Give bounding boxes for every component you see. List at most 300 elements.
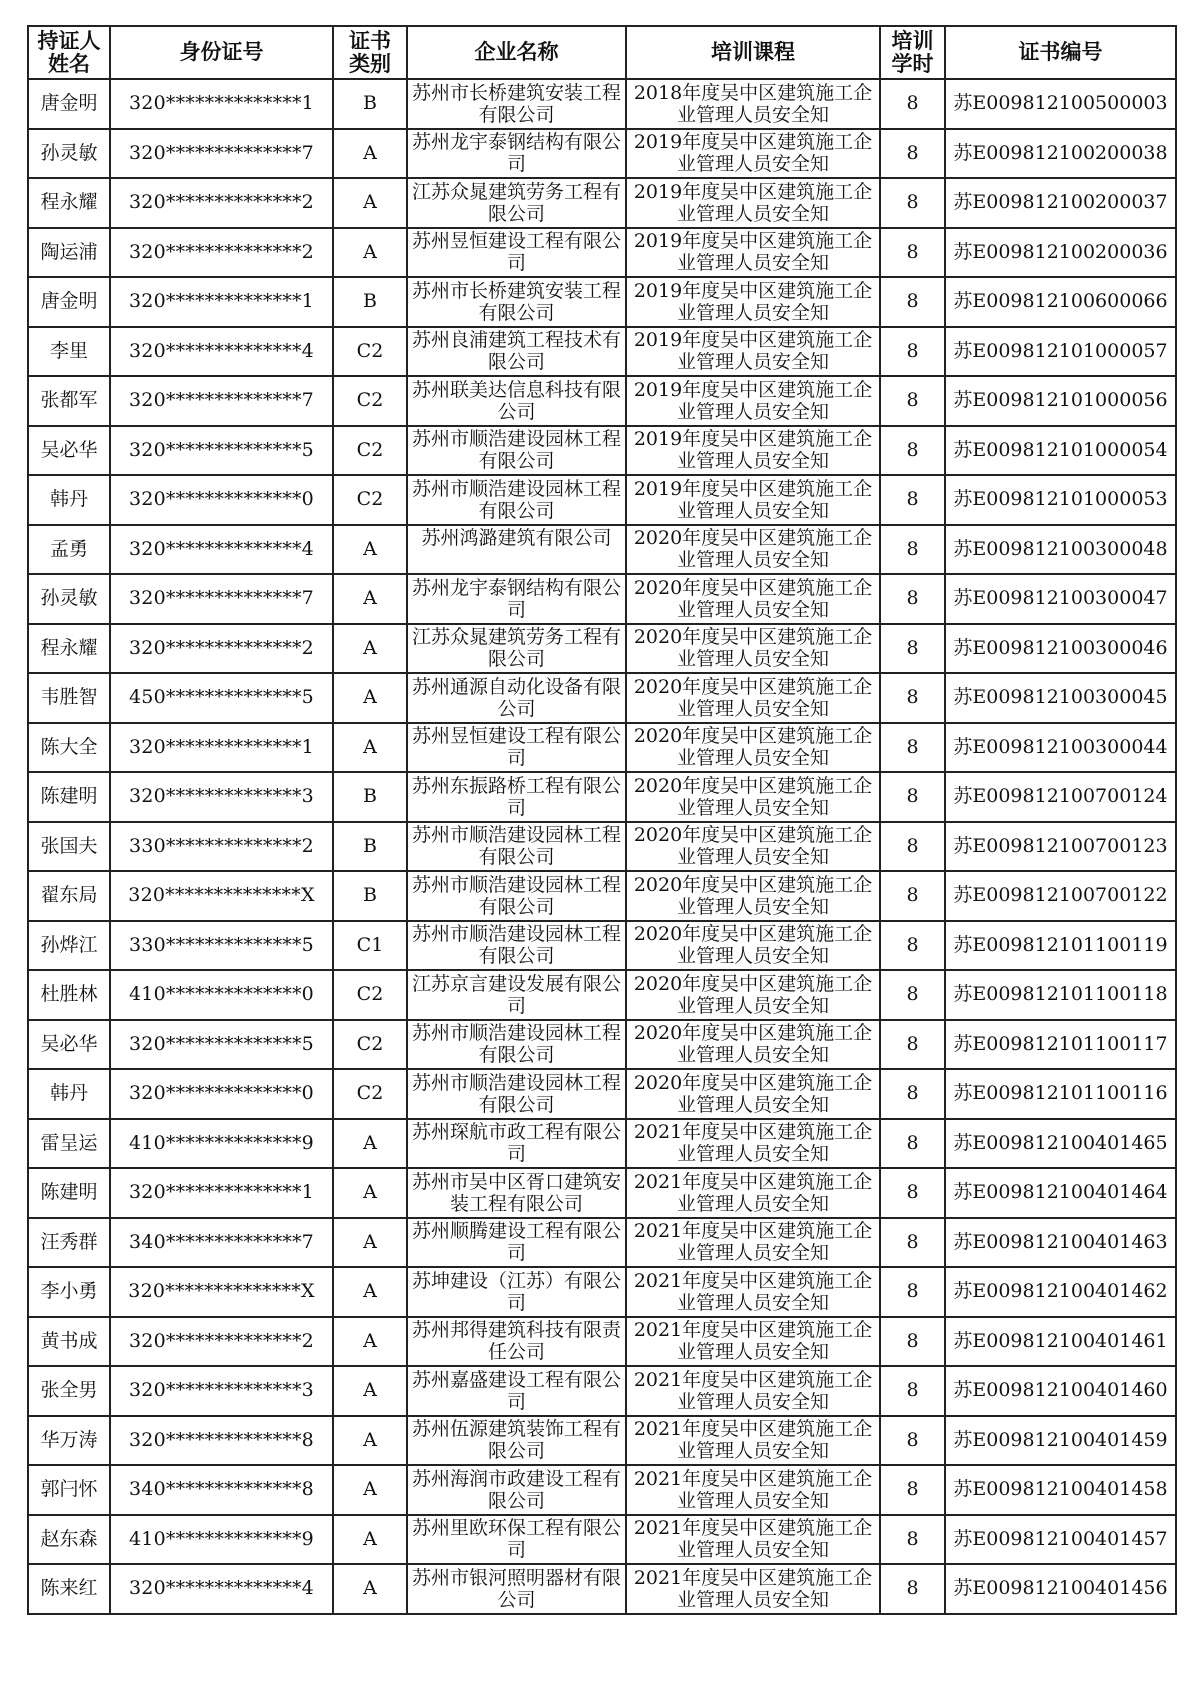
holder-name-cell: 陈建明	[28, 1168, 110, 1218]
course-cell-text: 2021年度吴中区建筑施工企业管理人员安全知	[633, 1220, 873, 1265]
hours-cell: 8	[880, 1168, 945, 1218]
holder-name-cell: 孙烨江	[28, 921, 110, 971]
hours-cell: 8	[880, 624, 945, 674]
table-row	[28, 228, 1176, 278]
course-cell-text: 2021年度吴中区建筑施工企业管理人员安全知	[633, 1566, 873, 1611]
company-cell-text: 苏州市顺浩建设园林工程有限公司	[411, 428, 621, 473]
cert-type-cell: A	[333, 1267, 407, 1317]
holder-name-cell: 赵东森	[28, 1515, 110, 1565]
holder-name-cell: 程永耀	[28, 178, 110, 228]
holder-name-cell: 唐金明	[28, 277, 110, 327]
course-cell	[626, 1069, 880, 1119]
company-cell	[407, 277, 626, 327]
course-cell	[626, 1366, 880, 1416]
hours-cell: 8	[880, 723, 945, 773]
company-cell	[407, 822, 626, 872]
company-cell-text: 苏州东振路桥工程有限公司	[411, 774, 621, 819]
cert-type-cell: A	[333, 1515, 407, 1565]
holder-name-cell: 陈大全	[28, 723, 110, 773]
id-number-cell: 320**************3	[110, 772, 333, 822]
cert-type-cell: A	[333, 574, 407, 624]
course-cell	[626, 1515, 880, 1565]
hours-cell: 8	[880, 426, 945, 476]
cert-number-cell: 苏E009812100401465	[945, 1119, 1176, 1169]
cert-number-cell: 苏E009812100300044	[945, 723, 1176, 773]
course-cell-text: 2019年度吴中区建筑施工企业管理人员安全知	[633, 477, 873, 522]
cert-type-cell: A	[333, 624, 407, 674]
id-number-cell: 320**************4	[110, 327, 333, 377]
company-cell-text: 苏州市长桥建筑安装工程有限公司	[411, 81, 621, 126]
hours-cell: 8	[880, 1465, 945, 1515]
company-cell	[407, 228, 626, 278]
holder-name-cell: 杜胜林	[28, 970, 110, 1020]
table-row	[28, 376, 1176, 426]
cert-number-cell: 苏E009812100200037	[945, 178, 1176, 228]
company-cell-text: 苏州昱恒建设工程有限公司	[411, 725, 621, 770]
company-cell	[407, 327, 626, 377]
company-cell-text: 苏州海润市政建设工程有限公司	[411, 1467, 621, 1512]
id-number-cell: 320**************X	[110, 871, 333, 921]
header-name: 持证人 姓名	[28, 26, 110, 79]
cert-number-cell: 苏E009812100401463	[945, 1218, 1176, 1268]
course-cell-text: 2019年度吴中区建筑施工企业管理人员安全知	[633, 180, 873, 225]
company-cell	[407, 871, 626, 921]
course-cell	[626, 1317, 880, 1367]
course-cell	[626, 1465, 880, 1515]
company-cell	[407, 1317, 626, 1367]
company-cell	[407, 970, 626, 1020]
hours-cell: 8	[880, 1416, 945, 1466]
course-cell-text: 2018年度吴中区建筑施工企业管理人员安全知	[633, 81, 873, 126]
id-number-cell: 320**************2	[110, 1317, 333, 1367]
company-cell	[407, 129, 626, 179]
cert-type-cell: C2	[333, 1069, 407, 1119]
course-cell-text: 2019年度吴中区建筑施工企业管理人员安全知	[633, 428, 873, 473]
cert-type-cell: A	[333, 1366, 407, 1416]
course-cell-text: 2021年度吴中区建筑施工企业管理人员安全知	[633, 1517, 873, 1562]
hours-cell: 8	[880, 376, 945, 426]
cert-number-cell: 苏E009812100200036	[945, 228, 1176, 278]
id-number-cell: 320**************0	[110, 475, 333, 525]
hours-cell: 8	[880, 1119, 945, 1169]
cert-type-cell: C2	[333, 376, 407, 426]
course-cell	[626, 277, 880, 327]
table-row	[28, 1317, 1176, 1367]
company-cell-text: 苏州顺腾建设工程有限公司	[411, 1220, 621, 1265]
holder-name-cell: 黄书成	[28, 1317, 110, 1367]
company-cell	[407, 1366, 626, 1416]
hours-cell: 8	[880, 574, 945, 624]
company-cell-text: 苏州市吴中区胥口建筑安装工程有限公司	[411, 1170, 621, 1215]
holder-name-cell: 陶运浦	[28, 228, 110, 278]
company-cell	[407, 1218, 626, 1268]
hours-cell: 8	[880, 1267, 945, 1317]
company-cell	[407, 1515, 626, 1565]
company-cell-text: 苏州市顺浩建设园林工程有限公司	[411, 1022, 621, 1067]
hours-cell: 8	[880, 178, 945, 228]
cert-type-cell: A	[333, 1218, 407, 1268]
cert-number-cell: 苏E009812100401457	[945, 1515, 1176, 1565]
cert-type-cell: A	[333, 1168, 407, 1218]
company-cell	[407, 1020, 626, 1070]
course-cell	[626, 673, 880, 723]
cert-type-cell: C2	[333, 475, 407, 525]
id-number-cell: 320**************2	[110, 624, 333, 674]
cert-type-cell: A	[333, 1119, 407, 1169]
cert-type-cell: A	[333, 723, 407, 773]
cert-number-cell: 苏E009812100300046	[945, 624, 1176, 674]
hours-cell: 8	[880, 871, 945, 921]
cert-number-cell: 苏E009812100401462	[945, 1267, 1176, 1317]
id-number-cell: 320**************4	[110, 1564, 333, 1614]
holder-name-cell: 张都军	[28, 376, 110, 426]
hours-cell: 8	[880, 228, 945, 278]
company-cell	[407, 1168, 626, 1218]
hours-cell: 8	[880, 79, 945, 129]
company-cell	[407, 1465, 626, 1515]
cert-type-cell: A	[333, 228, 407, 278]
hours-cell: 8	[880, 1515, 945, 1565]
company-cell	[407, 1564, 626, 1614]
table-row	[28, 178, 1176, 228]
company-cell	[407, 1416, 626, 1466]
id-number-cell: 340**************7	[110, 1218, 333, 1268]
cert-number-cell: 苏E009812101000056	[945, 376, 1176, 426]
holder-name-cell: 雷呈运	[28, 1119, 110, 1169]
id-number-cell: 320**************5	[110, 1020, 333, 1070]
course-cell-text: 2020年度吴中区建筑施工企业管理人员安全知	[633, 972, 873, 1017]
hours-cell: 8	[880, 673, 945, 723]
holder-name-cell: 吴必华	[28, 1020, 110, 1070]
header-cert-no: 证书编号	[945, 26, 1176, 79]
table-row	[28, 1515, 1176, 1565]
company-cell-text: 苏州里欧环保工程有限公司	[411, 1517, 621, 1562]
id-number-cell: 320**************X	[110, 1267, 333, 1317]
table-row	[28, 1218, 1176, 1268]
holder-name-cell: 唐金明	[28, 79, 110, 129]
hours-cell: 8	[880, 1564, 945, 1614]
id-number-cell: 410**************0	[110, 970, 333, 1020]
certificate-table	[27, 25, 1177, 1615]
hours-cell: 8	[880, 327, 945, 377]
course-cell	[626, 723, 880, 773]
company-cell-text: 苏州市长桥建筑安装工程有限公司	[411, 279, 621, 324]
id-number-cell: 320**************0	[110, 1069, 333, 1119]
company-cell-text: 苏州琛航市政工程有限公司	[411, 1121, 621, 1166]
table-row	[28, 822, 1176, 872]
course-cell	[626, 624, 880, 674]
header-course: 培训课程	[626, 26, 880, 79]
course-cell-text: 2020年度吴中区建筑施工企业管理人员安全知	[633, 626, 873, 671]
hours-cell: 8	[880, 129, 945, 179]
table-body	[28, 79, 1176, 1614]
company-cell-text: 苏州伍源建筑装饰工程有限公司	[411, 1418, 621, 1463]
cert-number-cell: 苏E009812100401461	[945, 1317, 1176, 1367]
course-cell	[626, 1564, 880, 1614]
course-cell-text: 2021年度吴中区建筑施工企业管理人员安全知	[633, 1121, 873, 1166]
cert-number-cell: 苏E009812101100118	[945, 970, 1176, 1020]
cert-type-cell: A	[333, 1465, 407, 1515]
cert-number-cell: 苏E009812100401460	[945, 1366, 1176, 1416]
table-row	[28, 574, 1176, 624]
cert-type-cell: C2	[333, 426, 407, 476]
cert-number-cell: 苏E009812101000053	[945, 475, 1176, 525]
holder-name-cell: 陈建明	[28, 772, 110, 822]
cert-type-cell: A	[333, 1317, 407, 1367]
course-cell	[626, 475, 880, 525]
company-cell-text: 苏州市顺浩建设园林工程有限公司	[411, 873, 621, 918]
cert-type-cell: B	[333, 871, 407, 921]
company-cell-text: 苏州邦得建筑科技有限责任公司	[411, 1319, 621, 1364]
holder-name-cell: 李小勇	[28, 1267, 110, 1317]
cert-type-cell: B	[333, 822, 407, 872]
course-cell-text: 2019年度吴中区建筑施工企业管理人员安全知	[633, 131, 873, 176]
cert-number-cell: 苏E009812100300048	[945, 525, 1176, 575]
company-cell-text: 苏州市银河照明器材有限公司	[411, 1566, 621, 1611]
table-row	[28, 624, 1176, 674]
course-cell	[626, 772, 880, 822]
table-row	[28, 970, 1176, 1020]
id-number-cell: 320**************5	[110, 426, 333, 476]
company-cell-text: 苏州龙宇泰钢结构有限公司	[411, 576, 621, 621]
table-row	[28, 277, 1176, 327]
cert-type-cell: B	[333, 277, 407, 327]
company-cell-text: 苏坤建设（江苏）有限公司	[411, 1269, 621, 1314]
cert-number-cell: 苏E009812101100119	[945, 921, 1176, 971]
company-cell	[407, 426, 626, 476]
company-cell-text: 苏州良浦建筑工程技术有限公司	[411, 329, 621, 374]
table-row	[28, 525, 1176, 575]
company-cell	[407, 673, 626, 723]
holder-name-cell: 孙灵敏	[28, 129, 110, 179]
company-cell	[407, 79, 626, 129]
course-cell-text: 2020年度吴中区建筑施工企业管理人员安全知	[633, 576, 873, 621]
course-cell	[626, 525, 880, 575]
cert-number-cell: 苏E009812100401458	[945, 1465, 1176, 1515]
table-row	[28, 921, 1176, 971]
course-cell	[626, 1119, 880, 1169]
company-cell-text: 苏州市顺浩建设园林工程有限公司	[411, 1071, 621, 1116]
hours-cell: 8	[880, 277, 945, 327]
hours-cell: 8	[880, 475, 945, 525]
id-number-cell: 320**************7	[110, 376, 333, 426]
cert-type-cell: C2	[333, 1020, 407, 1070]
id-number-cell: 410**************9	[110, 1515, 333, 1565]
cert-type-cell: A	[333, 1416, 407, 1466]
table-row	[28, 1267, 1176, 1317]
cert-type-cell: C1	[333, 921, 407, 971]
cert-number-cell: 苏E009812100200038	[945, 129, 1176, 179]
cert-number-cell: 苏E009812100401459	[945, 1416, 1176, 1466]
company-cell-text: 苏州嘉盛建设工程有限公司	[411, 1368, 621, 1413]
holder-name-cell: 张全男	[28, 1366, 110, 1416]
header-hours: 培训 学时	[880, 26, 945, 79]
company-cell	[407, 178, 626, 228]
course-cell	[626, 921, 880, 971]
table-row	[28, 1465, 1176, 1515]
course-cell-text: 2020年度吴中区建筑施工企业管理人员安全知	[633, 1022, 873, 1067]
course-cell-text: 2021年度吴中区建筑施工企业管理人员安全知	[633, 1269, 873, 1314]
company-cell	[407, 1267, 626, 1317]
hours-cell: 8	[880, 1317, 945, 1367]
hours-cell: 8	[880, 1020, 945, 1070]
table-row	[28, 1119, 1176, 1169]
course-cell-text: 2021年度吴中区建筑施工企业管理人员安全知	[633, 1319, 873, 1364]
course-cell	[626, 228, 880, 278]
company-cell	[407, 376, 626, 426]
company-cell	[407, 475, 626, 525]
company-cell	[407, 624, 626, 674]
id-number-cell: 320**************2	[110, 228, 333, 278]
holder-name-cell: 郭闩怀	[28, 1465, 110, 1515]
holder-name-cell: 李里	[28, 327, 110, 377]
cert-number-cell: 苏E009812101000054	[945, 426, 1176, 476]
company-cell	[407, 1119, 626, 1169]
company-cell	[407, 921, 626, 971]
course-cell	[626, 1416, 880, 1466]
id-number-cell: 320**************7	[110, 574, 333, 624]
course-cell	[626, 1168, 880, 1218]
course-cell-text: 2021年度吴中区建筑施工企业管理人员安全知	[633, 1467, 873, 1512]
table-row	[28, 1168, 1176, 1218]
holder-name-cell: 程永耀	[28, 624, 110, 674]
table-row	[28, 1416, 1176, 1466]
table-row	[28, 129, 1176, 179]
cert-type-cell: A	[333, 178, 407, 228]
hours-cell: 8	[880, 822, 945, 872]
hours-cell: 8	[880, 921, 945, 971]
table-row	[28, 426, 1176, 476]
hours-cell: 8	[880, 772, 945, 822]
table-row	[28, 871, 1176, 921]
cert-type-cell: B	[333, 772, 407, 822]
table-row	[28, 475, 1176, 525]
company-cell-text: 苏州联美达信息科技有限公司	[411, 378, 621, 423]
hours-cell: 8	[880, 1069, 945, 1119]
cert-number-cell: 苏E009812101000057	[945, 327, 1176, 377]
id-number-cell: 320**************1	[110, 1168, 333, 1218]
cert-type-cell: B	[333, 79, 407, 129]
id-number-cell: 320**************7	[110, 129, 333, 179]
cert-number-cell: 苏E009812100401456	[945, 1564, 1176, 1614]
company-cell-text: 苏州通源自动化设备有限公司	[411, 675, 621, 720]
cert-number-cell: 苏E009812100700122	[945, 871, 1176, 921]
cert-number-cell: 苏E009812101100117	[945, 1020, 1176, 1070]
cert-type-cell: A	[333, 525, 407, 575]
company-cell	[407, 723, 626, 773]
table-row	[28, 327, 1176, 377]
course-cell	[626, 1020, 880, 1070]
company-cell-text: 苏州龙宇泰钢结构有限公司	[411, 131, 621, 176]
company-cell-text: 苏州市顺浩建设园林工程有限公司	[411, 477, 621, 522]
holder-name-cell: 孙灵敏	[28, 574, 110, 624]
course-cell-text: 2020年度吴中区建筑施工企业管理人员安全知	[633, 923, 873, 968]
holder-name-cell: 陈来红	[28, 1564, 110, 1614]
header-cert-type: 证书 类别	[333, 26, 407, 79]
course-cell	[626, 426, 880, 476]
table-row	[28, 79, 1176, 129]
course-cell	[626, 178, 880, 228]
company-cell-text: 江苏众晁建筑劳务工程有限公司	[411, 180, 621, 225]
course-cell-text: 2019年度吴中区建筑施工企业管理人员安全知	[633, 230, 873, 275]
hours-cell: 8	[880, 525, 945, 575]
course-cell-text: 2019年度吴中区建筑施工企业管理人员安全知	[633, 279, 873, 324]
id-number-cell: 330**************2	[110, 822, 333, 872]
company-cell-text: 苏州鸿潞建筑有限公司	[421, 527, 612, 550]
id-number-cell: 340**************8	[110, 1465, 333, 1515]
header-company: 企业名称	[407, 26, 626, 79]
id-number-cell: 320**************1	[110, 277, 333, 327]
table-row	[28, 723, 1176, 773]
id-number-cell: 320**************2	[110, 178, 333, 228]
cert-type-cell: A	[333, 673, 407, 723]
cert-number-cell: 苏E009812100700124	[945, 772, 1176, 822]
cert-type-cell: C2	[333, 327, 407, 377]
course-cell-text: 2020年度吴中区建筑施工企业管理人员安全知	[633, 774, 873, 819]
course-cell-text: 2019年度吴中区建筑施工企业管理人员安全知	[633, 329, 873, 374]
hours-cell: 8	[880, 970, 945, 1020]
header-row	[28, 26, 1176, 79]
id-number-cell: 320**************4	[110, 525, 333, 575]
company-cell	[407, 574, 626, 624]
cert-number-cell: 苏E009812100700123	[945, 822, 1176, 872]
hours-cell: 8	[880, 1218, 945, 1268]
course-cell-text: 2020年度吴中区建筑施工企业管理人员安全知	[633, 1071, 873, 1116]
cert-type-cell: A	[333, 1564, 407, 1614]
cert-number-cell: 苏E009812100300045	[945, 673, 1176, 723]
holder-name-cell: 韩丹	[28, 1069, 110, 1119]
company-cell-text: 江苏京言建设发展有限公司	[411, 972, 621, 1017]
cert-number-cell: 苏E009812101100116	[945, 1069, 1176, 1119]
course-cell-text: 2021年度吴中区建筑施工企业管理人员安全知	[633, 1368, 873, 1413]
course-cell	[626, 327, 880, 377]
company-cell-text: 江苏众晁建筑劳务工程有限公司	[411, 626, 621, 671]
course-cell	[626, 1218, 880, 1268]
table-row	[28, 1564, 1176, 1614]
company-cell-text: 苏州市顺浩建设园林工程有限公司	[411, 923, 621, 968]
hours-cell: 8	[880, 1366, 945, 1416]
holder-name-cell: 韩丹	[28, 475, 110, 525]
cert-type-cell: C2	[333, 970, 407, 1020]
holder-name-cell: 华万涛	[28, 1416, 110, 1466]
id-number-cell: 320**************8	[110, 1416, 333, 1466]
table-row	[28, 1366, 1176, 1416]
course-cell-text: 2020年度吴中区建筑施工企业管理人员安全知	[633, 675, 873, 720]
course-cell-text: 2020年度吴中区建筑施工企业管理人员安全知	[633, 824, 873, 869]
company-cell	[407, 525, 626, 575]
id-number-cell: 320**************1	[110, 723, 333, 773]
cert-type-cell: A	[333, 129, 407, 179]
course-cell-text: 2019年度吴中区建筑施工企业管理人员安全知	[633, 378, 873, 423]
company-cell-text: 苏州市顺浩建设园林工程有限公司	[411, 824, 621, 869]
table-row	[28, 1069, 1176, 1119]
holder-name-cell: 汪秀群	[28, 1218, 110, 1268]
id-number-cell: 410**************9	[110, 1119, 333, 1169]
id-number-cell: 320**************1	[110, 79, 333, 129]
id-number-cell: 450**************5	[110, 673, 333, 723]
course-cell-text: 2020年度吴中区建筑施工企业管理人员安全知	[633, 527, 873, 572]
table-row	[28, 1020, 1176, 1070]
course-cell	[626, 79, 880, 129]
cert-number-cell: 苏E009812100401464	[945, 1168, 1176, 1218]
cert-number-cell: 苏E009812100500003	[945, 79, 1176, 129]
id-number-cell: 330**************5	[110, 921, 333, 971]
course-cell	[626, 822, 880, 872]
course-cell	[626, 871, 880, 921]
holder-name-cell: 吴必华	[28, 426, 110, 476]
course-cell	[626, 970, 880, 1020]
course-cell	[626, 574, 880, 624]
